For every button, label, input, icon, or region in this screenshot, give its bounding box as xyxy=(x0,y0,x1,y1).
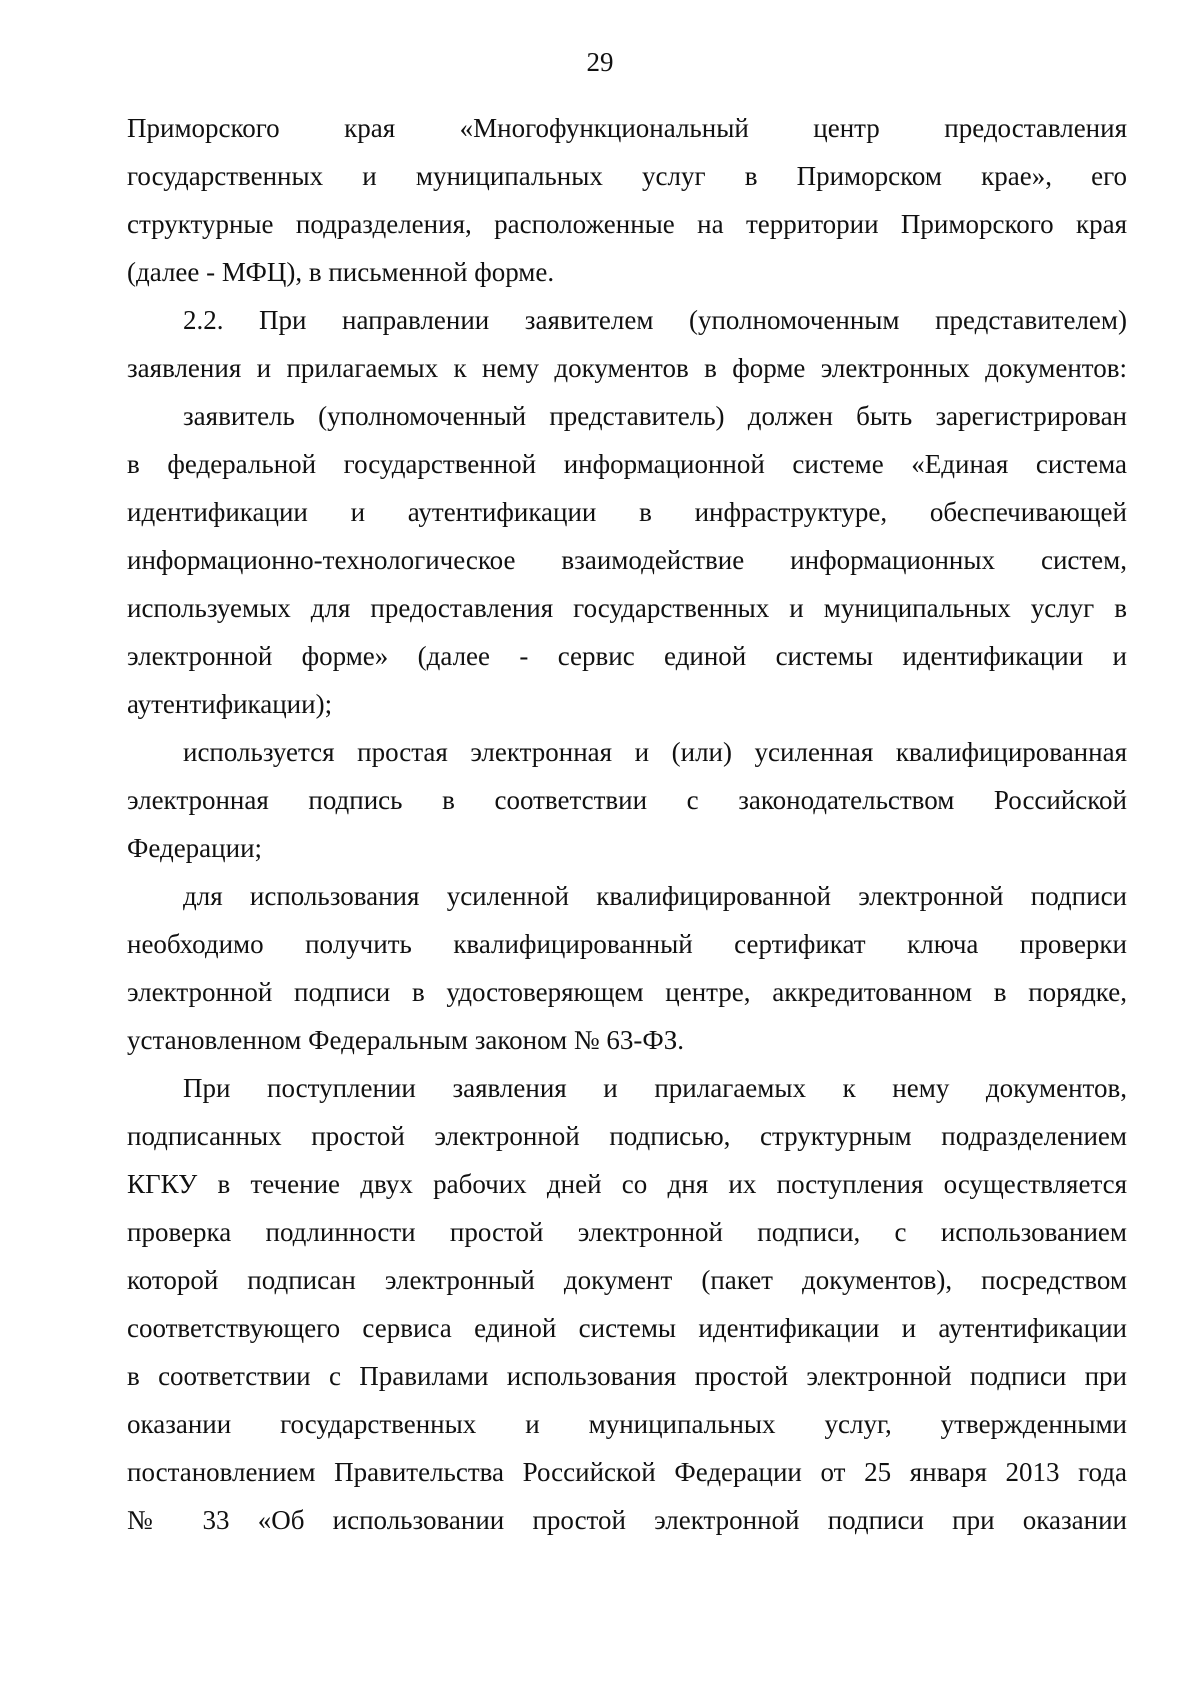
text-line: которой подписан электронный документ (пакет документов), посредством xyxy=(127,1265,1127,1295)
text-line: информационно-технологическое взаимодействие информационных систем, xyxy=(127,545,1127,575)
text-line: идентификации и аутентификации в инфраструктуре, обеспечивающей xyxy=(127,497,1127,527)
text-line: электронная подпись в соответствии с законодательством Российской xyxy=(127,785,1127,815)
text-line: постановлением Правительства Российской Федерации от 25 января 2013 года xyxy=(127,1457,1127,1487)
text-line: используемых для предоставления государственных и муниципальных услуг в xyxy=(127,593,1127,623)
text-line: заявления и прилагаемых к нему документов в форме электронных документов: xyxy=(127,353,1127,383)
text-line: Приморского края «Многофункциональный центр предоставления xyxy=(127,113,1127,143)
text-line: проверка подлинности простой электронной подписи, с использованием xyxy=(127,1217,1127,1247)
text-line: в соответствии с Правилами использования простой электронной подписи при xyxy=(127,1361,1127,1391)
text-line: электронной подписи в удостоверяющем центре, аккредитованном в порядке, xyxy=(127,977,1127,1007)
text-line: аутентификации); xyxy=(127,689,333,719)
text-line: для использования усиленной квалифицированной электронной подписи xyxy=(183,881,1127,911)
text-line: государственных и муниципальных услуг в Приморском крае», его xyxy=(127,161,1127,191)
text-line: заявитель (уполномоченный представитель) должен быть зарегистрирован xyxy=(183,401,1127,431)
text-line: При поступлении заявления и прилагаемых к нему документов, xyxy=(183,1073,1127,1103)
text-line: электронной форме» (далее - сервис единой системы идентификации и xyxy=(127,641,1127,671)
text-line: оказании государственных и муниципальных услуг, утвержденными xyxy=(127,1409,1127,1439)
text-line: КГКУ в течение двух рабочих дней со дня их поступления осуществляется xyxy=(127,1169,1127,1199)
text-line: необходимо получить квалифицированный сертификат ключа проверки xyxy=(127,929,1127,959)
page-number: 29 xyxy=(586,47,614,77)
text-line: 2.2. При направлении заявителем (уполномоченным представителем) xyxy=(183,305,1127,335)
document-body xyxy=(127,104,1127,1544)
text-line: установленном Федеральным законом № 63-ФЗ. xyxy=(127,1025,685,1055)
text-line: соответствующего сервиса единой системы идентификации и аутентификации xyxy=(127,1313,1127,1343)
text-line: структурные подразделения, расположенные на территории Приморского края xyxy=(127,209,1127,239)
text-line: используется простая электронная и (или) усиленная квалифицированная xyxy=(183,737,1127,767)
text-line: (далее - МФЦ), в письменной форме. xyxy=(127,257,555,287)
text-line: в федеральной государственной информационной системе «Единая система xyxy=(127,449,1127,479)
text-line: подписанных простой электронной подписью, структурным подразделением xyxy=(127,1121,1127,1151)
text-line: Федерации; xyxy=(127,833,263,863)
text-line: № 33 «Об использовании простой электронной подписи при оказании xyxy=(127,1505,1127,1535)
